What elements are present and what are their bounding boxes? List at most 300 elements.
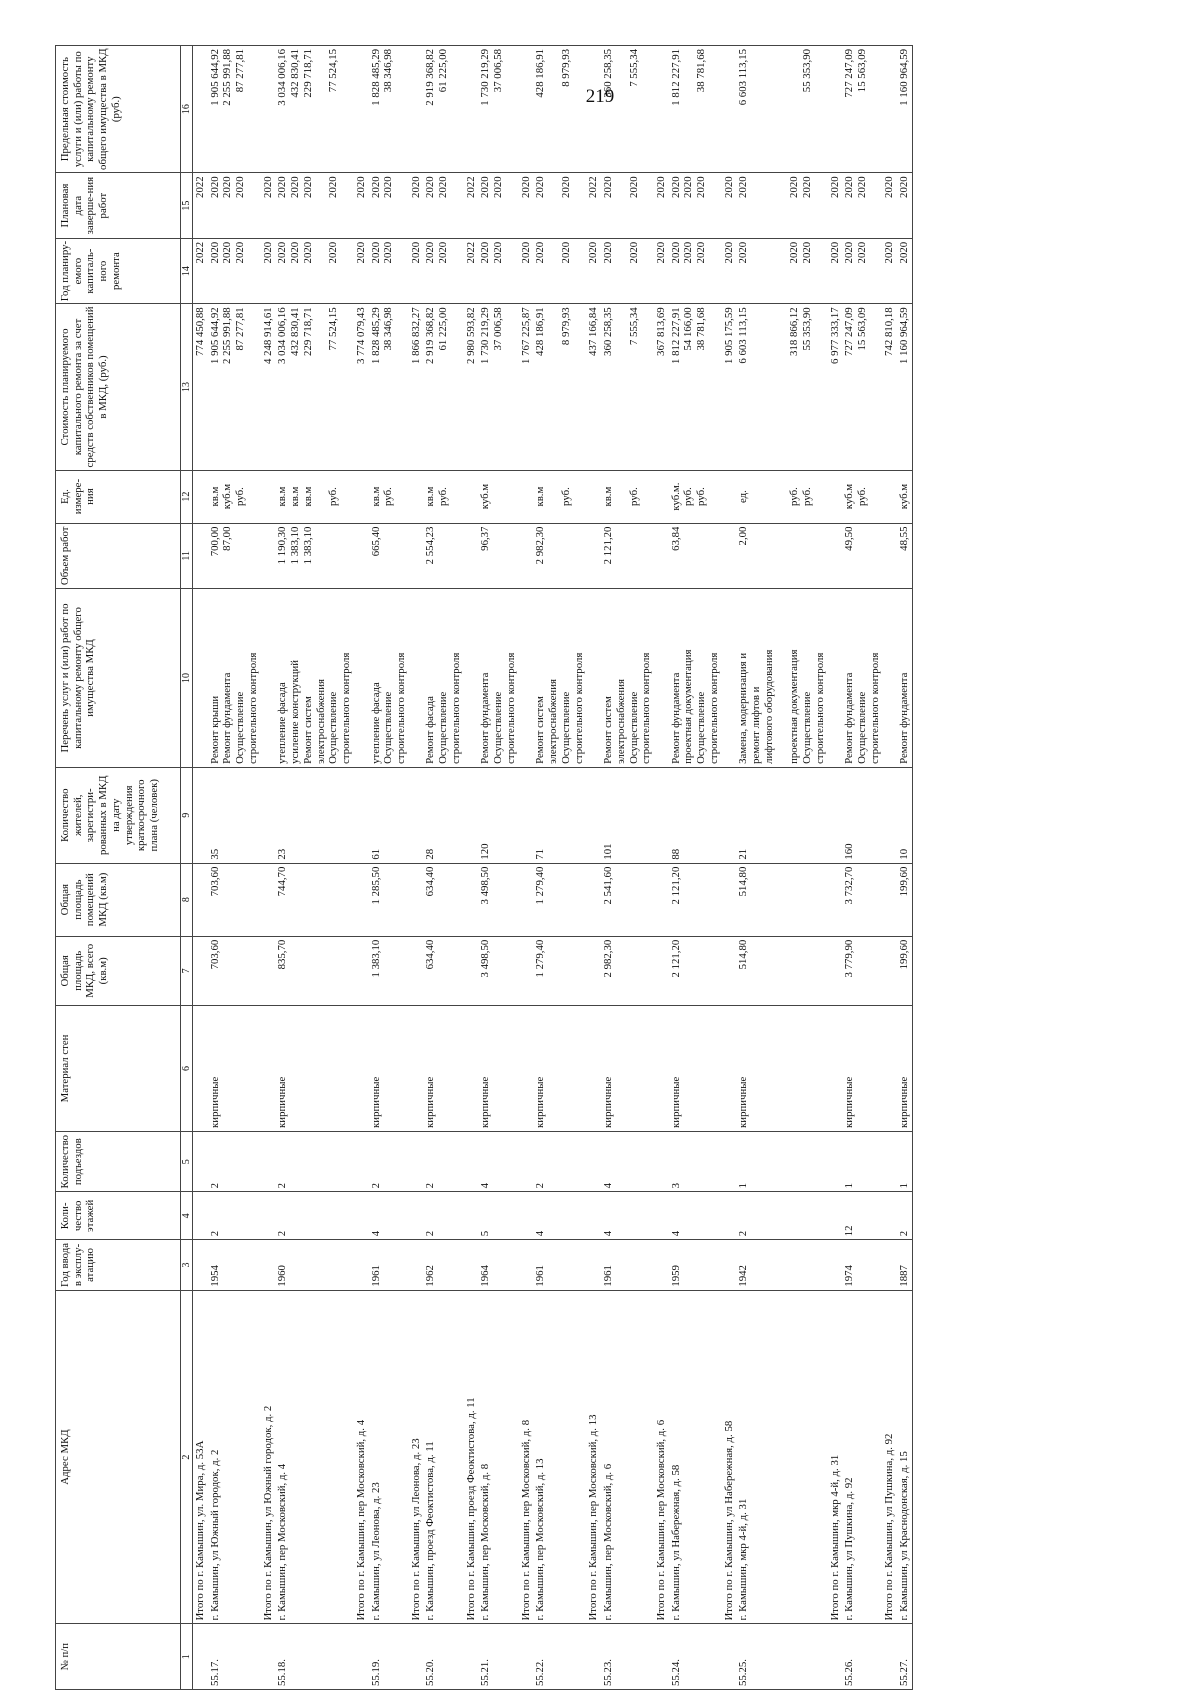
cell-line: 665,40 xyxy=(369,526,382,557)
cell-col-6 xyxy=(409,1005,424,1131)
cell-col-4 xyxy=(586,1192,601,1240)
cell-line: г. Камышин, ул Краснодонская, д. 15 xyxy=(898,1451,911,1621)
cell-col-13 xyxy=(601,304,654,470)
cell-line: Ремонт фундамента xyxy=(479,672,492,764)
cell-line: 3 034 006,16 xyxy=(276,307,289,365)
cell-col-1 xyxy=(882,1624,897,1690)
cell-line: Ремонт фундамента xyxy=(843,672,856,764)
cell-line: Осуществление xyxy=(492,691,505,764)
cell-line: кв.м xyxy=(301,486,314,507)
cell-line: 96,37 xyxy=(479,526,492,551)
cell-line: 367 813,69 xyxy=(654,307,667,356)
table-row xyxy=(478,46,518,1690)
cell-col-15 xyxy=(423,173,463,239)
cell-col-12 xyxy=(722,470,737,523)
cell-col-3: 1959 xyxy=(669,1240,722,1290)
cell-col-13 xyxy=(409,304,424,470)
cell-line: строительного контроля xyxy=(813,652,826,764)
cell-col-11 xyxy=(533,523,586,589)
cell-line: Итого по г. Камышин, ул Южный городок, д. 2 xyxy=(261,1405,274,1621)
cell-line: 1 812 227,91 xyxy=(669,307,682,365)
cell-col-14 xyxy=(369,238,409,304)
cell-line xyxy=(814,307,827,466)
cell-line: 6 603 113,15 xyxy=(737,307,750,364)
cell-col-7: 2 982,30 xyxy=(601,936,654,1005)
total-row xyxy=(654,46,669,1690)
cell-col-6: кирпичные xyxy=(842,1005,882,1131)
cell-col-11 xyxy=(654,523,669,589)
cell-col-4 xyxy=(193,1192,208,1240)
cell-col-5 xyxy=(409,1131,424,1191)
cell-line: 2020 xyxy=(261,176,274,198)
cell-col-16 xyxy=(669,46,722,173)
cell-line xyxy=(682,49,695,169)
cell-line: руб. xyxy=(788,487,801,506)
cell-line xyxy=(801,527,814,586)
cell-col-3: 1961 xyxy=(601,1240,654,1290)
cell-col-4: 4 xyxy=(369,1192,409,1240)
cell-line xyxy=(450,176,463,235)
total-row xyxy=(828,46,843,1690)
cell-line: 2020 xyxy=(737,241,750,264)
cell-line xyxy=(869,242,882,301)
cell-col-12 xyxy=(261,470,276,523)
cell-col-1: 55.22. xyxy=(533,1624,586,1690)
column-number-11: 11 xyxy=(181,523,193,589)
cell-line: куб.м. xyxy=(669,482,682,511)
cell-col-9: 160 xyxy=(842,767,882,863)
cell-col-15 xyxy=(369,173,409,239)
cell-line xyxy=(340,49,353,169)
cell-line: кв.м xyxy=(276,486,289,507)
cell-col-14 xyxy=(897,238,912,304)
cell-line xyxy=(573,49,586,169)
cell-col-2 xyxy=(354,1290,369,1624)
cell-line: 2 982,30 xyxy=(534,526,547,565)
cell-line: 432 830,41 xyxy=(289,49,302,98)
cell-col-2 xyxy=(722,1290,737,1624)
cell-line: утепление фасада xyxy=(369,682,382,764)
cell-line: 2020 xyxy=(301,176,314,198)
cell-line: 2022 xyxy=(464,176,477,198)
cell-col-10 xyxy=(722,589,737,768)
cell-line xyxy=(640,176,653,235)
cell-col-9: 35 xyxy=(208,767,261,863)
cell-col-8: 703,60 xyxy=(208,863,261,936)
cell-col-16 xyxy=(882,46,897,173)
cell-line xyxy=(708,474,721,520)
cell-line: 2020 xyxy=(843,241,856,264)
cell-col-3: 1960 xyxy=(275,1240,353,1290)
cell-line: 2,00 xyxy=(737,526,750,546)
cell-line: 1 905 644,92 xyxy=(208,49,221,106)
cell-line xyxy=(640,307,653,466)
cell-col-15 xyxy=(842,173,882,239)
cell-col-8: 3 498,50 xyxy=(478,863,518,936)
cell-line xyxy=(395,527,408,586)
cell-line: руб. xyxy=(855,487,868,506)
cell-col-13 xyxy=(464,304,479,470)
cell-line: Итого по г. Камышин, пер Московский, д. 8 xyxy=(519,1419,532,1621)
cell-line: 229 718,71 xyxy=(301,307,314,356)
cell-line: 2020 xyxy=(627,176,640,198)
cell-line: 2020 xyxy=(898,241,911,264)
cell-line: 2020 xyxy=(737,176,750,198)
cell-line: 2 121,20 xyxy=(602,526,615,565)
cell-col-14 xyxy=(669,238,722,304)
cell-col-9: 21 xyxy=(736,767,827,863)
cell-line xyxy=(814,49,827,169)
cell-line: 1 160 964,59 xyxy=(898,307,911,365)
cell-line xyxy=(695,527,708,586)
cell-line xyxy=(750,176,763,235)
cell-line xyxy=(814,527,827,586)
cell-col-5: 2 xyxy=(533,1131,586,1191)
cell-col-15 xyxy=(669,173,722,239)
cell-col-16 xyxy=(519,46,534,173)
cell-line: Итого по г. Камышин, проезд Феоктистова, д. 11 xyxy=(464,1397,477,1621)
cell-line xyxy=(682,527,695,586)
cell-col-8 xyxy=(464,863,479,936)
cell-col-13 xyxy=(586,304,601,470)
cell-line: 87,00 xyxy=(221,526,234,551)
cell-line: 2020 xyxy=(437,176,450,198)
cell-col-9 xyxy=(722,767,737,863)
cell-line xyxy=(247,176,260,235)
cell-col-8: 744,70 xyxy=(275,863,353,936)
cell-line xyxy=(395,49,408,169)
cell-col-9: 101 xyxy=(601,767,654,863)
column-header-6: Материал стен xyxy=(56,1005,181,1131)
cell-line: 2020 xyxy=(327,176,340,198)
column-header-14: Год планиру-емого капиталь-ного ремонта xyxy=(56,238,181,304)
cell-line: строительного контроля xyxy=(449,652,462,764)
cell-line: 2 255 991,88 xyxy=(221,307,234,365)
cell-col-14 xyxy=(601,238,654,304)
cell-col-10 xyxy=(261,589,276,768)
cell-line: 229 718,71 xyxy=(301,49,314,98)
cell-line xyxy=(315,176,328,235)
cell-col-13 xyxy=(208,304,261,470)
cell-line: 2020 xyxy=(492,241,505,264)
column-number-16: 16 xyxy=(181,46,193,173)
cell-line: куб.м xyxy=(221,483,234,510)
cell-line xyxy=(869,176,882,235)
cell-line: 2020 xyxy=(327,241,340,264)
cell-line: 77 524,15 xyxy=(327,307,340,351)
cell-col-10 xyxy=(897,589,912,768)
cell-col-11 xyxy=(409,523,424,589)
cell-line xyxy=(750,307,763,466)
cell-line: Ремонт крыши xyxy=(208,695,221,764)
cell-line: куб.м xyxy=(479,483,492,510)
cell-col-5: 1 xyxy=(736,1131,827,1191)
column-header-15: Плановая дата заверше-ния работ xyxy=(56,173,181,239)
cell-line: 2020 xyxy=(602,241,615,264)
cell-line xyxy=(340,242,353,301)
cell-col-8: 199,60 xyxy=(897,863,912,936)
cell-line: 1 905 644,92 xyxy=(208,307,221,365)
cell-line: 2020 xyxy=(424,241,437,264)
column-number-5: 5 xyxy=(181,1131,193,1191)
cell-line xyxy=(615,474,628,520)
cell-line: руб. xyxy=(382,487,395,506)
column-header-3: Год ввода в эксплу-атацию xyxy=(56,1240,181,1290)
cell-line: 38 346,98 xyxy=(382,49,395,93)
cell-col-9: 120 xyxy=(478,767,518,863)
cell-line: Итого по г. Камышин, ул Набережная, д. 58 xyxy=(722,1420,735,1621)
cell-col-16 xyxy=(409,46,424,173)
cell-line: г. Камышин, мкр 4-й, д. 31 xyxy=(737,1498,750,1621)
cell-col-3 xyxy=(193,1240,208,1290)
cell-col-12 xyxy=(409,470,424,523)
cell-col-9 xyxy=(654,767,669,863)
cell-line: куб.м xyxy=(898,483,911,510)
cell-line: 2020 xyxy=(519,241,532,264)
cell-col-16 xyxy=(897,46,912,173)
cell-col-10 xyxy=(533,589,586,768)
cell-col-8: 2 121,20 xyxy=(669,863,722,936)
cell-line: 6 603 113,15 xyxy=(737,49,750,106)
cell-col-12 xyxy=(897,470,912,523)
cell-col-1: 55.20. xyxy=(423,1624,463,1690)
cell-col-13 xyxy=(193,304,208,470)
cell-line: 2020 xyxy=(855,241,868,264)
cell-col-5 xyxy=(261,1131,276,1191)
cell-col-3: 1942 xyxy=(736,1240,827,1290)
cell-col-9 xyxy=(882,767,897,863)
cell-col-16 xyxy=(654,46,669,173)
cell-col-6: кирпичные xyxy=(736,1005,827,1131)
column-header-4: Коли-чество этажей xyxy=(56,1192,181,1240)
cell-col-14 xyxy=(478,238,518,304)
cell-col-11 xyxy=(586,523,601,589)
cell-col-10 xyxy=(654,589,669,768)
cell-col-3: 1954 xyxy=(208,1240,261,1290)
cell-col-3 xyxy=(722,1240,737,1290)
cell-line: 49,50 xyxy=(843,526,856,551)
cell-col-1 xyxy=(654,1624,669,1690)
cell-col-10 xyxy=(208,589,261,768)
cell-line xyxy=(763,49,776,169)
cell-col-8: 1 279,40 xyxy=(533,863,586,936)
cell-line: 2 980 593,82 xyxy=(464,307,477,365)
column-header-8: Общая площадь помещений МКД (кв.м) xyxy=(56,863,181,936)
cell-col-8 xyxy=(409,863,424,936)
cell-col-3 xyxy=(464,1240,479,1290)
cell-col-3 xyxy=(409,1240,424,1290)
cell-line xyxy=(573,176,586,235)
cell-line: строительного контроля xyxy=(246,652,259,764)
cell-col-11 xyxy=(261,523,276,589)
cell-col-13 xyxy=(519,304,534,470)
cell-col-9: 71 xyxy=(533,767,586,863)
cell-col-14 xyxy=(533,238,586,304)
cell-line xyxy=(234,527,247,586)
cell-col-4 xyxy=(464,1192,479,1240)
cell-col-4 xyxy=(654,1192,669,1240)
cell-line xyxy=(763,176,776,235)
cell-col-12 xyxy=(842,470,882,523)
cell-col-1 xyxy=(722,1624,737,1690)
cell-col-7: 3 498,50 xyxy=(478,936,518,1005)
cell-col-9 xyxy=(519,767,534,863)
cell-line xyxy=(505,527,518,586)
cell-line: 2020 xyxy=(369,241,382,264)
cell-col-4: 2 xyxy=(275,1192,353,1240)
cell-line: 77 524,15 xyxy=(327,49,340,93)
cell-line: 1 730 219,29 xyxy=(479,307,492,365)
cell-col-8: 2 541,60 xyxy=(601,863,654,936)
cell-col-4 xyxy=(722,1192,737,1240)
cell-col-1 xyxy=(193,1624,208,1690)
cell-line: 3 774 079,43 xyxy=(354,307,367,365)
cell-col-15 xyxy=(275,173,353,239)
cell-col-1 xyxy=(828,1624,843,1690)
cell-col-16 xyxy=(722,46,737,173)
column-number-15: 15 xyxy=(181,173,193,239)
cell-line: электроснабжения xyxy=(547,679,560,764)
cell-col-9 xyxy=(354,767,369,863)
capital-repair-table xyxy=(55,45,913,1690)
cell-line xyxy=(573,307,586,466)
cell-col-5 xyxy=(586,1131,601,1191)
cell-line: 2020 xyxy=(788,241,801,264)
cell-col-14 xyxy=(736,238,827,304)
cell-line: 1 383,10 xyxy=(289,526,302,565)
cell-col-1 xyxy=(261,1624,276,1690)
cell-line: 2020 xyxy=(801,176,814,198)
cell-line: 8 979,93 xyxy=(559,307,572,346)
cell-line: Ремонт фасада xyxy=(424,696,437,764)
total-row xyxy=(464,46,479,1690)
table-body xyxy=(193,46,913,1690)
total-row xyxy=(193,46,208,1690)
cell-col-7 xyxy=(519,936,534,1005)
cell-line: куб.м xyxy=(843,483,856,510)
cell-col-15 xyxy=(828,173,843,239)
cell-line xyxy=(340,176,353,235)
cell-line: Ремонт систем xyxy=(301,696,314,764)
cell-line: Осуществление xyxy=(627,691,640,764)
cell-line: 48,55 xyxy=(898,526,911,551)
cell-line: Осуществление xyxy=(234,691,247,764)
cell-col-8 xyxy=(586,863,601,936)
cell-col-13 xyxy=(722,304,737,470)
cell-col-9: 23 xyxy=(275,767,353,863)
cell-line xyxy=(776,49,789,169)
cell-line: кв.м xyxy=(602,486,615,507)
cell-line xyxy=(315,49,328,169)
column-number-12: 12 xyxy=(181,470,193,523)
cell-col-14 xyxy=(275,238,353,304)
cell-line: 2020 xyxy=(289,241,302,264)
cell-line xyxy=(505,176,518,235)
cell-line: Итого по г. Камышин, ул Пушкина, д. 92 xyxy=(883,1433,896,1621)
cell-col-7: 1 383,10 xyxy=(369,936,409,1005)
cell-line xyxy=(615,527,628,586)
cell-line: Ремонт систем xyxy=(602,696,615,764)
cell-col-5: 2 xyxy=(369,1131,409,1191)
cell-col-5: 4 xyxy=(601,1131,654,1191)
table-row xyxy=(897,46,912,1690)
cell-line xyxy=(450,474,463,520)
cell-col-16 xyxy=(601,46,654,173)
cell-line xyxy=(340,527,353,586)
cell-col-16 xyxy=(275,46,353,173)
cell-line: 55 353,90 xyxy=(801,49,814,93)
cell-col-2 xyxy=(601,1290,654,1624)
cell-line xyxy=(450,49,463,169)
cell-line: 2020 xyxy=(261,241,274,264)
cell-col-16 xyxy=(193,46,208,173)
cell-col-3 xyxy=(586,1240,601,1290)
cell-col-12 xyxy=(882,470,897,523)
cell-line: 2020 xyxy=(234,176,247,198)
cell-line xyxy=(505,242,518,301)
table-row xyxy=(533,46,586,1690)
total-row xyxy=(882,46,897,1690)
cell-line: 2020 xyxy=(669,176,682,198)
cell-line: 55 353,90 xyxy=(801,307,814,351)
cell-col-9 xyxy=(586,767,601,863)
cell-line: Осуществление xyxy=(559,691,572,764)
cell-line xyxy=(340,474,353,520)
cell-line xyxy=(615,176,628,235)
cell-line xyxy=(247,49,260,169)
cell-col-8: 1 285,50 xyxy=(369,863,409,936)
cell-col-9 xyxy=(409,767,424,863)
cell-line: 2020 xyxy=(301,241,314,264)
cell-line xyxy=(640,49,653,169)
cell-col-16 xyxy=(369,46,409,173)
cell-col-12 xyxy=(478,470,518,523)
cell-line: 2020 xyxy=(587,241,600,264)
cell-col-2 xyxy=(897,1290,912,1624)
cell-col-11 xyxy=(828,523,843,589)
cell-line: 15 563,09 xyxy=(855,49,868,93)
cell-col-1: 55.25. xyxy=(736,1624,827,1690)
cell-col-12 xyxy=(275,470,353,523)
cell-line: ед. xyxy=(737,490,750,503)
column-number-8: 8 xyxy=(181,863,193,936)
cell-line: 2020 xyxy=(276,176,289,198)
cell-line: 1 160 964,59 xyxy=(898,49,911,106)
cell-line: 727 247,09 xyxy=(843,49,856,98)
cell-line xyxy=(547,474,560,520)
cell-line: Итого по г. Камышин, ул. Мира, д. 53А xyxy=(194,1440,206,1621)
cell-col-7: 514,80 xyxy=(736,936,827,1005)
cell-col-15 xyxy=(193,173,208,239)
cell-col-2 xyxy=(409,1290,424,1624)
cell-col-5 xyxy=(828,1131,843,1191)
cell-line: 7 555,34 xyxy=(627,49,640,87)
cell-line: Итого по г. Камышин, пер Московский, д. 6 xyxy=(654,1419,667,1621)
cell-col-13 xyxy=(897,304,912,470)
cell-col-14 xyxy=(519,238,534,304)
cell-col-5 xyxy=(354,1131,369,1191)
cell-line: 61 225,00 xyxy=(437,49,450,93)
cell-line: 2020 xyxy=(843,176,856,198)
column-header-13: Стоимость планируемого капитального ремонта за счет средств собственников помещений в МКД, (руб.) xyxy=(56,304,181,470)
cell-line xyxy=(708,176,721,235)
cell-col-6 xyxy=(261,1005,276,1131)
cell-line xyxy=(340,307,353,466)
cell-col-16 xyxy=(423,46,463,173)
cell-col-10 xyxy=(354,589,369,768)
cell-line xyxy=(547,49,560,169)
cell-col-15 xyxy=(478,173,518,239)
